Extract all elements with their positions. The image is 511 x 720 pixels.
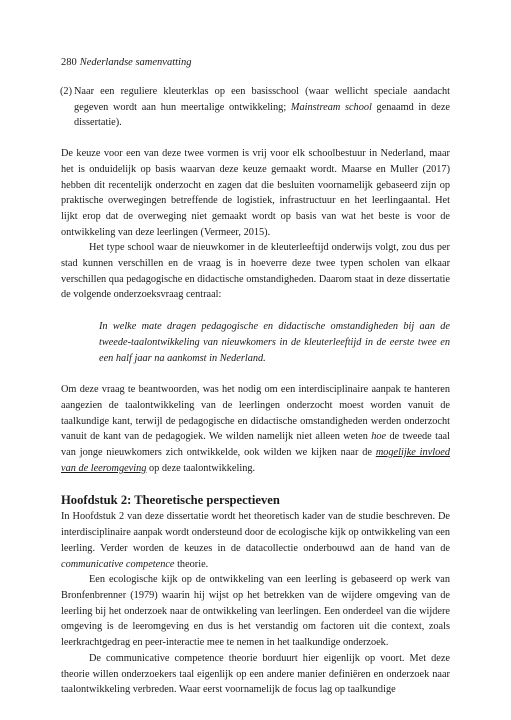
paragraph-4-part-1: In Hoofdstuk 2 van deze dissertatie wordt het theoretisch kader van de studie beschreven. De interdisciplinaire aanpak wordt ondersteund door de ecologische kijk op ontwikkeling van een leerling. Verder worden de keuzes in de datacollectie onderbouwd aan de hand van de: [61, 511, 450, 554]
list-item-text-before: Naar een reguliere kleuterklas op een basisschool (waar wellicht speciale aandacht gegeven wordt aan hun meertalige ontwikkeling;: [74, 86, 450, 113]
research-question-quote: In welke mate dragen pedagogische en didactische omstandigheden bij aan de tweede-taalontwikkeling van nieuwkomers in de kleuterleeftijd in de eerste twee en een half jaar na aankomst in Nederland.: [99, 321, 450, 364]
paragraph-3-part-1: Om deze vraag te beantwoorden, was het nodig om een interdisciplinaire aanpak te hanteren aangezien de taalontwikkeling van de leerlingen onderzocht moest worden vanuit de taalkundige kant, terwijl de pedagogische en didactische omstandigheden werden onderzocht vanuit de kant van de pedagogiek. We wilden namelijk niet alleen weten: [61, 384, 450, 443]
list-item-italic: Mainstream school: [290, 101, 372, 113]
paragraph-4: [61, 509, 450, 572]
paragraph-3-hoe: hoe: [371, 431, 387, 443]
paragraph-3-underlined: mogelijke invloed van de leeromgeving: [61, 447, 450, 474]
page: [61, 56, 450, 698]
paragraph-3-part-2: de tweede taal van jonge nieuwkomers zich ontwikkelde, ook wilden we kijken naar de: [61, 431, 450, 459]
running-head: [61, 56, 450, 69]
paragraph-6: De communicative competence theorie borduurt hier eigenlijk op voort. Met deze theorie willen onderzoekers taal eigenlijk op een andere manier definiëren en onderzoek naar taalontwikkeling verbreden. Waar eerst voornamelijk de focus lag op taalkundige: [61, 652, 450, 696]
paragraph-1: De keuze voor een van deze twee vormen is vrij voor elk schoolbestuur in Nederland, maar het is onduidelijk op basis waarvan deze keuze gemaakt wordt. Maarse en Muller (2017) hebben dit recentelijk onderzocht en zagen dat die besluiten voornamelijk gebaseerd zijn op praktische overwegingen betreffende de logistiek, infrastructuur en het leerlingaantal. Het lijkt erop dat de overweging niet gemaakt wordt op basis van wat het beste is voor de ontwikkeling van deze leerlingen (Vermeer, 2015).: [61, 148, 450, 238]
section-heading: Hoofdstuk 2: Theoretische perspectieven: [61, 493, 280, 508]
paragraph-4-italic: communicative competence: [61, 558, 175, 570]
page-number: 280: [61, 57, 77, 68]
paragraph-3: [61, 382, 450, 476]
list-item: [61, 84, 450, 131]
list-item-text-after: genaamd in deze dissertatie).: [74, 101, 450, 129]
paragraph-3-part-3: op deze taalontwikkeling.: [146, 462, 256, 474]
paragraph-4-part-2: theorie.: [174, 558, 209, 570]
running-head-title: Nederlandse samenvatting: [79, 57, 192, 68]
list-item-number: (2): [60, 86, 73, 97]
paragraph-2: Het type school waar de nieuwkomer in de kleuterleeftijd onderwijs volgt, zou dus per stad kunnen verschillen en de vraag is in hoeverre deze twee typen scholen van elkaar verschillen qua pedagogische en didactische omstandigheden. Daarom staat in deze dissertatie de volgende onderzoeksvraag centraal:: [61, 242, 450, 301]
paragraph-5: Een ecologische kijk op de ontwikkeling van een leerling is gebaseerd op werk van Bronfenbrenner (1979) waarin hij wijst op het betrekken van de wijdere omgeving van de leerling bij het onderzoek naar de ontwikkeling van leerlingen. Een onderdeel van die wijdere omgeving is de leeromgeving en dus is het verstandig om factoren uit die context, zoals leerkrachtgedrag en peer-interactie mee te nemen in het taalkundige onderzoek.: [61, 574, 450, 649]
